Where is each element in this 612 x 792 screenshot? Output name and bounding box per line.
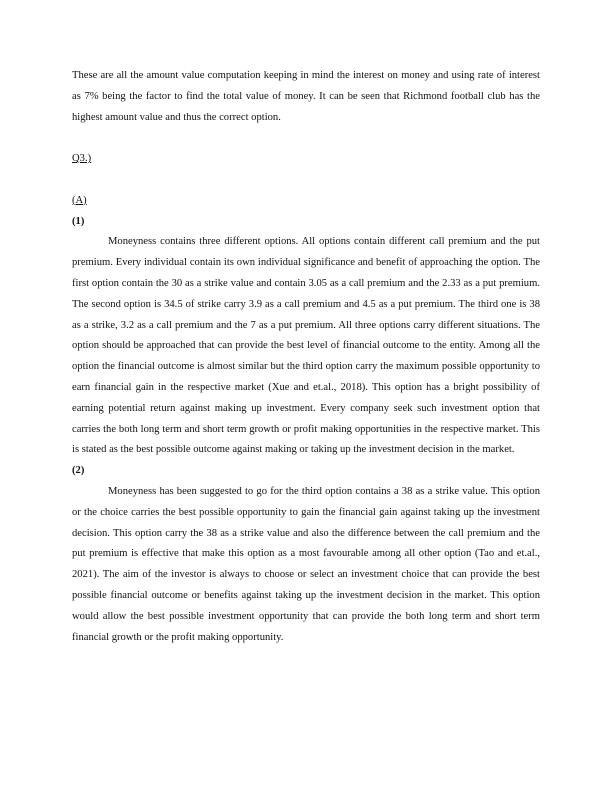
subsection-1-label: (1): [72, 215, 85, 227]
part-label: (A): [72, 194, 87, 206]
subsection-2-paragraph: Moneyness has been suggested to go for the third option contains a 38 as a strike value. This option or the choice carries the best possible opportunity to gain the financial gain against taking up the investment decision. This option carry the 38 as a strike value and also the difference between the call premium and the put premium is effective that make this option as a most favourable among all other option (Tao and et.al., 2021). The aim of the investor is always to choose or select an investment choice that can provide the best possible financial outcome or benefits against taking up the investment decision in the market. This option would allow the best possible investment opportunity that can provide the both long term and short term financial growth or the profit making opportunity.: [72, 485, 540, 643]
document-body: [72, 66, 540, 648]
intro-paragraph: These are all the amount value computation keeping in mind the interest on money and using rate of interest as 7% being the factor to find the total value of money. It can be seen that Richmond football club has the highest amount value and thus the correct option.: [72, 70, 540, 123]
subsection-2-label: (2): [72, 465, 85, 477]
question-heading: Q3.): [72, 153, 92, 165]
subsection-1-paragraph: Moneyness contains three different options. All options contain different call premium and the put premium. Every individual contain its own individual significance and benefit of approaching the option. The first option contain the 30 as a strike value and contain 3.05 as a call premium and the 2.33 as a put premium. The second option is 34.5 of strike carry 3.9 as a call premium and 4.5 as a put premium. The third one is 38 as a strike, 3.2 as a call premium and the 7 as a put premium. All three options carry different situations. The option should be approached that can provide the best level of financial outcome to the entity. Among all the option the financial outcome is almost similar but the third option carry the maximum possible opportunity to earn financial gain in the respective market (Xue and et.al., 2018). This option has a bright possibility of earning potential return against making up investment. Every company seek such investment option that carries the both long term and short term growth or profit making opportunities in the respective market. This is stated as the best possible outcome against making or taking up the investment decision in the market.: [72, 236, 540, 456]
